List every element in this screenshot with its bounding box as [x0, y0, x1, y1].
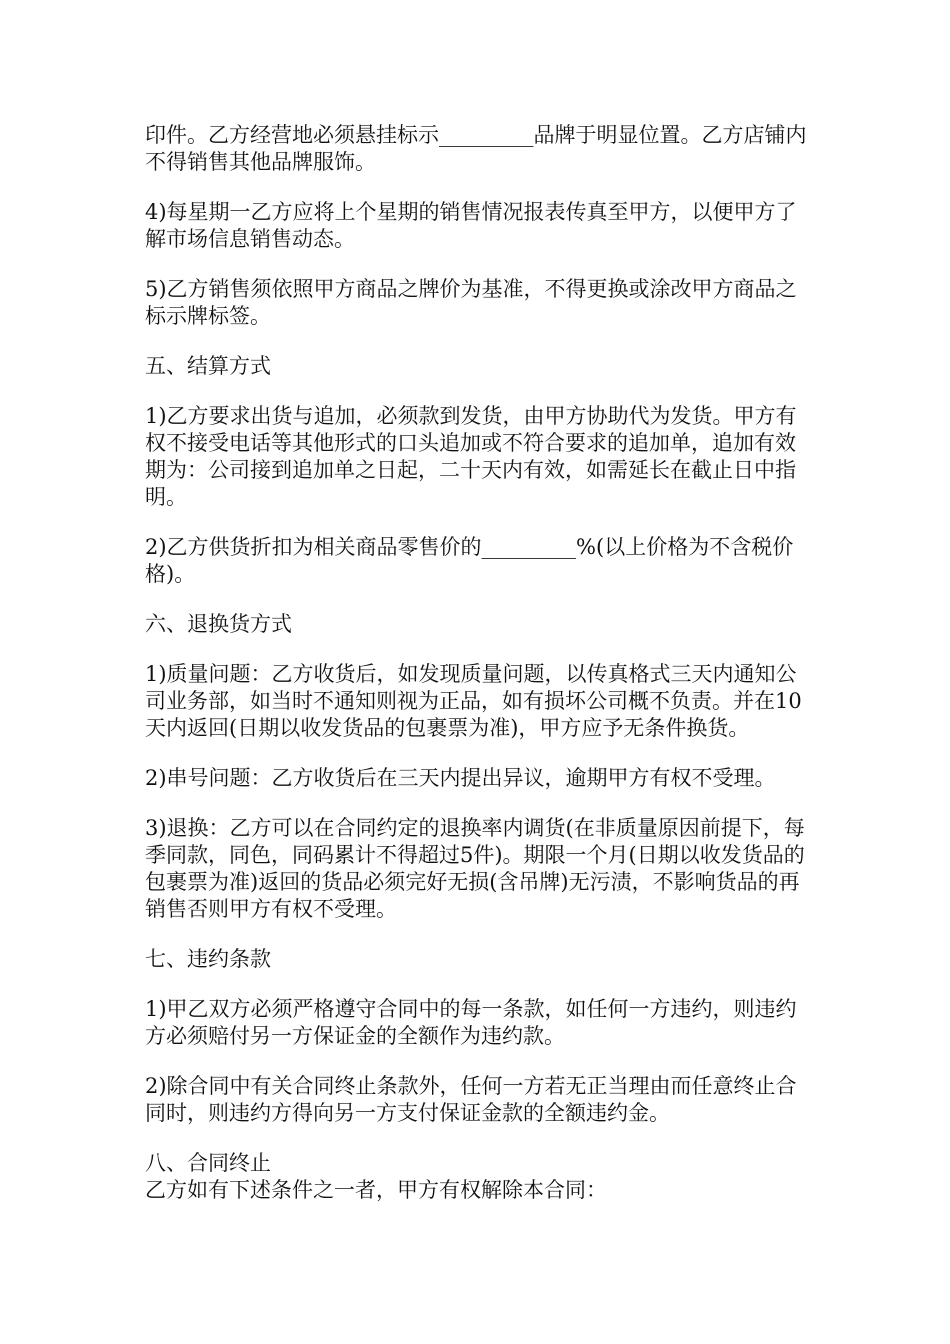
section-heading-returns: 六、退换货方式: [145, 612, 292, 636]
paragraph-termination-conditions: 乙方如有下述条件之一者，甲方有权解除本合同：: [145, 1178, 607, 1202]
document-body: [145, 122, 810, 1227]
section-heading-breach: 七、违约条款: [145, 947, 271, 971]
paragraph-brand-display: 印件。乙方经营地必须悬挂标示_________品牌于明显位置。乙方店铺内不得销售其他品牌服饰。: [145, 123, 807, 174]
paragraph-settlement-discount: 2)乙方供货折扣为相关商品零售价的_________%(以上价格为不含税价格)。: [145, 535, 794, 586]
paragraph-settlement-orders: 1)乙方要求出货与追加，必须款到发货，由甲方协助代为发货。甲方有权不接受电话等其他形式的口头追加或不符合要求的追加单，追加有效期为：公司接到追加单之日起，二十天内有效，如需延长在截止日中指明。: [145, 404, 797, 509]
paragraph-exchanges: 3)退换：乙方可以在合同约定的退换率内调货(在非质量原因前提下，每季同款，同色，同码累计不得超过5件)。期限一个月(日期以收发货品的包裹票为准)返回的货品必须完好无损(含吊牌)无污渍，不影响货品的再销售否则甲方有权不受理。: [145, 816, 805, 921]
paragraph-weekly-report: 4)每星期一乙方应将上个星期的销售情况报表传真至甲方，以便甲方了解市场信息销售动态。: [145, 200, 797, 251]
section-heading-settlement: 五、结算方式: [145, 354, 271, 378]
paragraph-breach-terms: 1)甲乙双方必须严格遵守合同中的每一条款，如任何一方违约，则违约方必须赔付另一方保证金的全额作为违约款。: [145, 997, 797, 1048]
section-heading-termination: 八、合同终止: [145, 1151, 271, 1175]
paragraph-quality-issues: 1)质量问题：乙方收货后，如发现质量问题，以传真格式三天内通知公司业务部，如当时不通知则视为正品，如有损坏公司概不负责。并在10天内返回(日期以收发货品的包裹票为准)，甲方应予无条件换货。: [145, 662, 802, 740]
paragraph-price-tags: 5)乙方销售须依照甲方商品之牌价为基准，不得更换或涂改甲方商品之标示牌标签。: [145, 277, 797, 328]
paragraph-serial-issues: 2)串号问题：乙方收货后在三天内提出异议，逾期甲方有权不受理。: [145, 766, 776, 790]
paragraph-breach-termination: 2)除合同中有关合同终止条款外，任何一方若无正当理由而任意终止合同时，则违约方得向另一方支付保证金款的全额违约金。: [145, 1074, 797, 1125]
